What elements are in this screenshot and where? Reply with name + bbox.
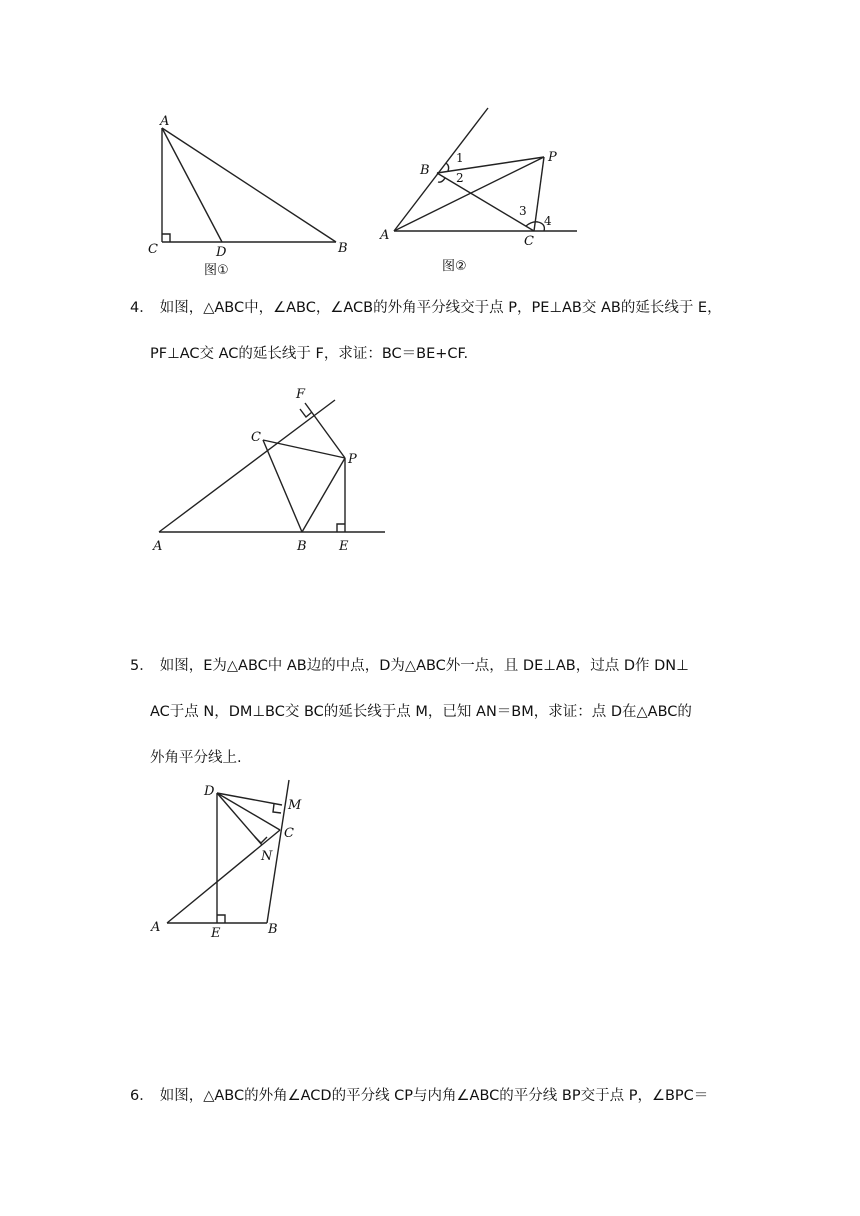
question-number: 4． [130,300,154,316]
label-f: F [296,387,306,402]
angle-label-2: 2 [456,171,464,185]
question-line [130,1073,740,1119]
angle-label-1: 1 [456,151,464,165]
label-d: D [204,784,215,799]
angle-arc-2 [438,178,445,182]
ray-ab [394,108,488,231]
question-line [130,643,740,689]
segment-cb [263,440,302,532]
question-text: 如图，E为△ABC中 AB边的中点，D为△ABC外一点，且 DE⊥AB，过点 D作 DN⊥ [159,658,689,674]
question-number: 6． [130,1088,154,1104]
label-n: N [261,849,273,864]
segment-ab [162,128,336,242]
label-b: B [338,241,348,256]
figure-1 [140,110,370,280]
label-b: B [268,922,278,937]
label-a: A [160,114,170,129]
right-angle-mark-e [337,524,345,532]
label-d: D [216,245,227,260]
label-b: B [297,539,307,554]
question-6 [130,1073,740,1119]
figure-5 [145,775,325,945]
angle-arc-1 [446,163,449,171]
segment-ad [162,128,222,242]
label-p: P [348,452,357,467]
question-line: 外角平分线上. [150,750,242,766]
label-c: C [524,234,534,249]
angle-arc-3 [526,222,538,226]
label-a: A [380,228,390,243]
question-5 [130,643,740,781]
question-4 [130,285,740,377]
question-text: 如图，△ABC中，∠ABC，∠ACB的外角平分线交于点 P，PE⊥AB交 AB的延长线于 E， [159,300,722,316]
label-e: E [339,539,349,554]
label-p: P [548,150,557,165]
label-b: B [420,163,430,178]
right-angle-mark-m [273,804,281,813]
figure-4 [145,380,395,560]
segment-ac [167,830,280,923]
ray-acf [159,400,335,532]
angle-label-3: 3 [519,204,527,218]
question-number: 5． [130,658,154,674]
segment-bp [302,458,345,532]
label-c: C [284,826,294,841]
segment-fp [305,403,345,458]
label-e: E [211,926,221,941]
segment-cp [534,157,544,231]
right-angle-mark [162,234,170,242]
label-a: A [151,920,161,935]
question-line: AC于点 N，DM⊥BC交 BC的延长线于点 M，已知 AN＝BM，求证：点 D在△ABC的 [150,704,692,720]
label-c: C [148,242,158,257]
figure-2 [372,100,587,280]
label-c: C [251,430,261,445]
right-angle-mark-e [217,915,225,923]
figure-caption: 图① [204,263,229,278]
segment-cp [263,440,345,458]
question-text: 如图，△ABC的外角∠ACD的平分线 CP与内角∠ABC的平分线 BP交于点 P，∠BPC＝ [159,1088,709,1104]
label-a: A [153,539,163,554]
question-line: PF⊥AC交 AC的延长线于 F，求证：BC＝BE+CF. [150,346,469,362]
angle-label-4: 4 [544,214,552,228]
figure-caption: 图② [442,259,467,274]
label-m: M [288,798,302,813]
question-line [130,285,740,331]
